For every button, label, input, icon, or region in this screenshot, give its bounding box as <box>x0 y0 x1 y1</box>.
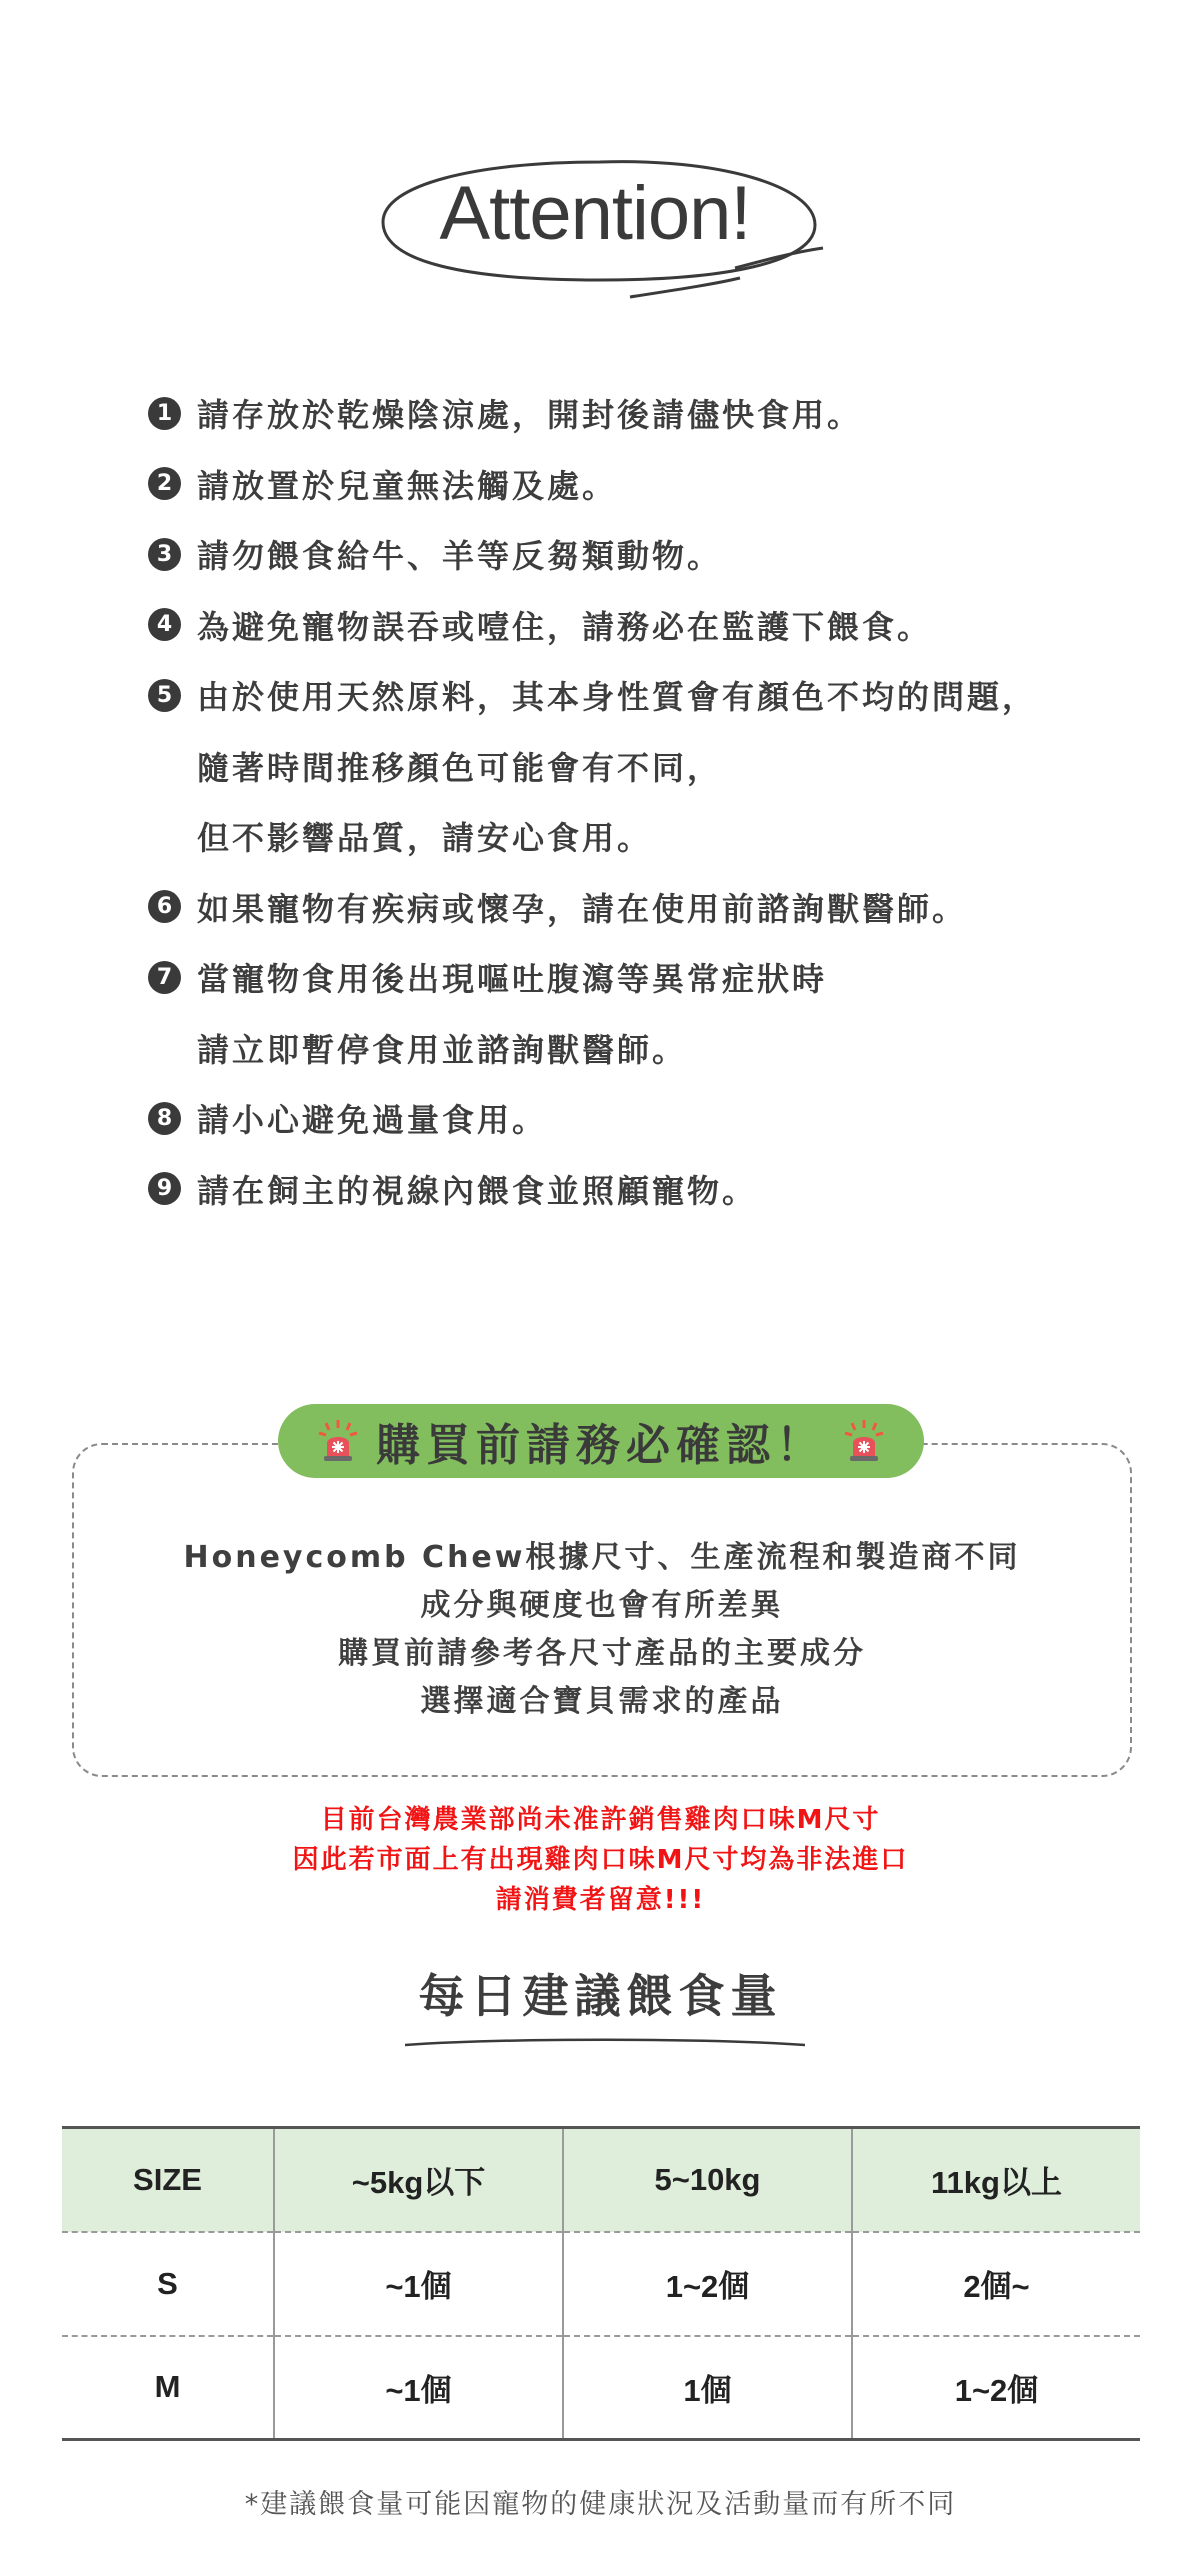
notice-item-7-cont <box>148 1013 1148 1084</box>
notice-text: 請在飼主的視線內餵食並照顧寵物。 <box>197 1171 758 1210</box>
confirm-line: 購買前請參考各尺寸產品的主要成分 <box>338 1636 866 1671</box>
feeding-footnote: *建議餵食量可能因寵物的健康狀況及活動量而有所不同 <box>244 2489 957 2520</box>
size-cell: S <box>62 2232 274 2336</box>
rotating-light-icon <box>844 1419 884 1463</box>
legal-warning <box>0 1800 1201 1920</box>
number-badge-icon: 7 <box>148 961 181 994</box>
attention-heading <box>375 140 825 300</box>
notice-item-7 <box>148 942 1148 1013</box>
notice-item-3 <box>148 519 1148 590</box>
title-underline-divider <box>405 2035 805 2049</box>
column-header-size: SIZE <box>62 2128 274 2232</box>
column-header-over-11kg: 11kg以上 <box>852 2128 1140 2232</box>
amount-cell: ~1個 <box>274 2336 563 2440</box>
table-header-row <box>62 2128 1140 2232</box>
confirm-line: 選擇適合寶貝需求的產品 <box>420 1684 784 1719</box>
notice-item-4 <box>148 590 1148 661</box>
attention-title: Attention! <box>439 171 751 256</box>
notice-text: 當寵物食用後出現嘔吐腹瀉等異常症狀時 <box>197 960 828 999</box>
confirm-banner <box>278 1404 924 1478</box>
amount-cell: 2個~ <box>852 2232 1140 2336</box>
column-header-5-10kg: 5~10kg <box>563 2128 852 2232</box>
amount-cell: 1~2個 <box>563 2232 852 2336</box>
feeding-table <box>62 2126 1140 2441</box>
notice-item-5-cont <box>148 801 1148 872</box>
table-row <box>62 2336 1140 2440</box>
number-badge-icon: 2 <box>148 467 181 500</box>
number-badge-icon: 8 <box>148 1102 181 1135</box>
notice-text: 由於使用天然原料，其本身性質會有顏色不均的問題， <box>197 678 1038 717</box>
number-badge-icon: 6 <box>148 890 181 923</box>
notice-text: 為避免寵物誤吞或噎住，請務必在監護下餵食。 <box>197 607 933 646</box>
notice-item-1 <box>148 378 1148 449</box>
notice-text: 請勿餵食給牛、羊等反芻類動物。 <box>197 537 723 576</box>
column-header-under-5kg: ~5kg以下 <box>274 2128 563 2232</box>
notice-text: 請放置於兒童無法觸及處。 <box>197 466 618 505</box>
rotating-light-icon <box>318 1419 358 1463</box>
notice-text: 請小心避免過量食用。 <box>197 1101 548 1140</box>
notice-list <box>148 378 1148 1224</box>
confirm-title: 購買前請務必確認！ <box>376 1420 826 1471</box>
notice-item-5-cont <box>148 731 1148 802</box>
confirm-body <box>72 1534 1132 1726</box>
notice-text: 隨著時間推移顏色可能會有不同， <box>197 748 723 787</box>
warning-line: 目前台灣農業部尚未准許銷售雞肉口味M尺寸 <box>320 1805 881 1835</box>
notice-item-8 <box>148 1083 1148 1154</box>
notice-item-5 <box>148 660 1148 731</box>
number-badge-icon: 4 <box>148 608 181 641</box>
notice-text: 請存放於乾燥陰涼處，開封後請儘快食用。 <box>197 396 863 435</box>
warning-line: 因此若市面上有出現雞肉口味M尺寸均為非法進口 <box>292 1845 909 1875</box>
number-badge-icon: 3 <box>148 538 181 571</box>
notice-text: 但不影響品質，請安心食用。 <box>197 819 653 858</box>
notice-item-2 <box>148 449 1148 520</box>
number-badge-icon: 5 <box>148 679 181 712</box>
table-row <box>62 2232 1140 2336</box>
notice-item-6 <box>148 872 1148 943</box>
confirm-line: 成分與硬度也會有所差異 <box>420 1588 784 1623</box>
size-cell: M <box>62 2336 274 2440</box>
notice-text: 如果寵物有疾病或懷孕，請在使用前諮詢獸醫師。 <box>197 889 968 928</box>
amount-cell: 1~2個 <box>852 2336 1140 2440</box>
number-badge-icon: 1 <box>148 397 181 430</box>
amount-cell: 1個 <box>563 2336 852 2440</box>
notice-item-9 <box>148 1154 1148 1225</box>
warning-line: 請消費者留意!!! <box>495 1885 706 1915</box>
confirm-line: Honeycomb Chew根據尺寸、生產流程和製造商不同 <box>183 1540 1021 1575</box>
amount-cell: ~1個 <box>274 2232 563 2336</box>
notice-text: 請立即暫停食用並諮詢獸醫師。 <box>197 1030 688 1069</box>
number-badge-icon: 9 <box>148 1172 181 1205</box>
feeding-title: 每日建議餵食量 <box>418 1969 783 2023</box>
